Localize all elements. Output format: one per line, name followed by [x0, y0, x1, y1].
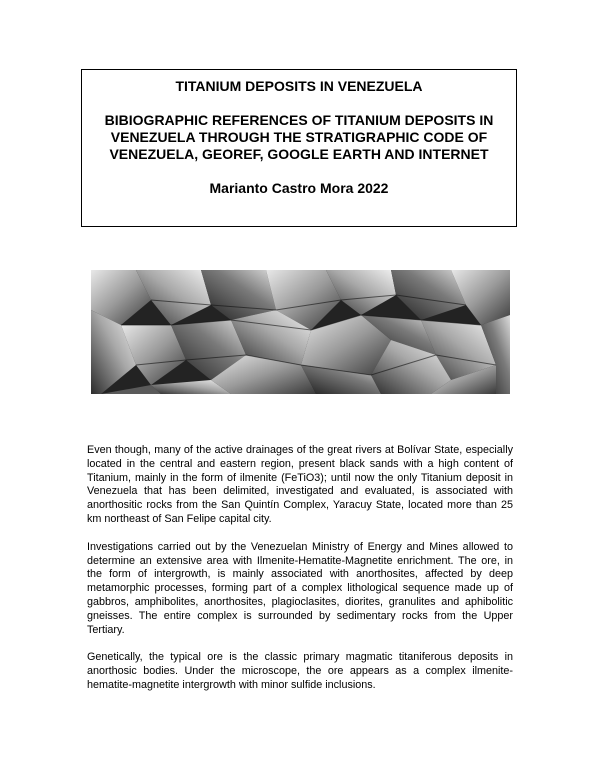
- document-title: TITANIUM DEPOSITS IN VENEZUELA: [175, 78, 423, 94]
- author-line: Marianto Castro Mora 2022: [209, 180, 389, 196]
- paragraph: Even though, many of the active drainages of the great rivers at Bolívar State, especially located in the central and eastern region, present black sands with a high content of Titanium, mainly in the form of ilmenite (FeTiO3); until now the only Titanium deposit in Venezuela that has been delimited, investigated and evaluated, is associated with anorthositic rocks from the San Quintín Complex, Yaracuy State, located more than 25 km northeast of San Felipe capital city.: [87, 444, 513, 525]
- title-box: [81, 69, 517, 227]
- ore-photo: [91, 270, 510, 394]
- paragraph: Investigations carried out by the Venezuelan Ministry of Energy and Mines allowed to determine an extensive area with Ilmenite-Hematite-Magnetite enrichment. The ore, in the form of intergrowth, is mainly associated with anorthosites, affected by deep metamorphic processes, forming part of a complex lithological sequence made up of gabbros, amphibolites, anorthosites, plagioclasites, diorites, granulites and aphibolitic gneisses. The entire complex is surrounded by sedimentary rocks from the Upper Tertiary.: [87, 540, 513, 636]
- paragraph: Genetically, the typical ore is the classic primary magmatic titaniferous deposits in anorthosic bodies. Under the microscope, the ore appears as a complex ilmenite-hematite-magnetite intergrowth with minor sulfide inclusions.: [87, 651, 513, 691]
- document-subtitle: BIBIOGRAPHIC REFERENCES OF TITANIUM DEPOSITS IN VENEZUELA THROUGH THE STRATIGRAPHIC CODE OF VENEZUELA, GEOREF, GOOGLE EARTH AND INTERNET: [104, 112, 494, 162]
- ore-rocks-image: [91, 270, 510, 394]
- body-text: [87, 444, 513, 707]
